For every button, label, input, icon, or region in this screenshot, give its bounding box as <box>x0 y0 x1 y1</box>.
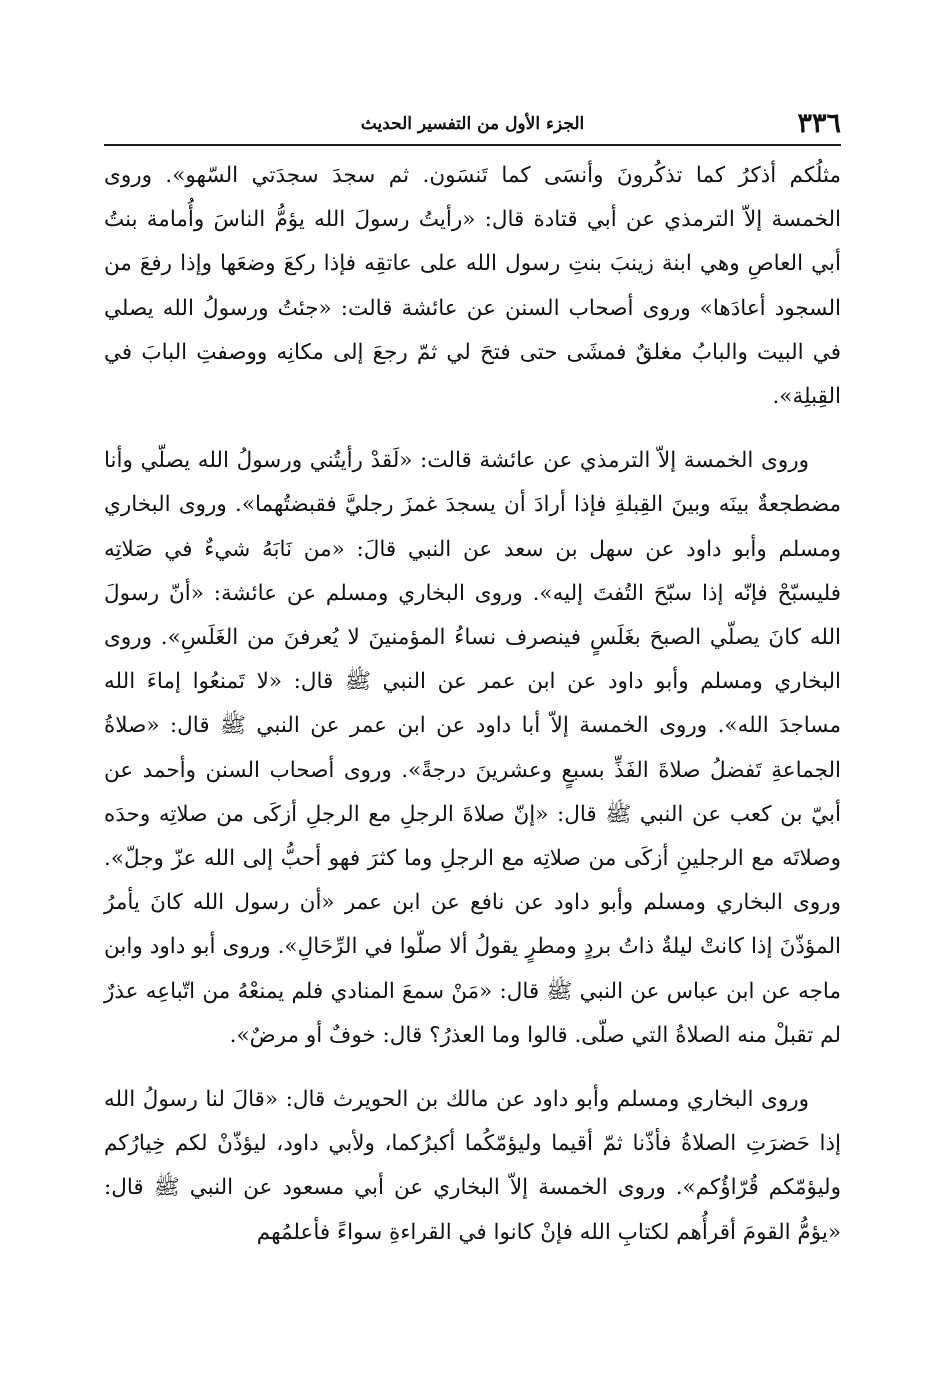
book-page <box>104 104 841 1255</box>
page-header <box>104 104 841 146</box>
paragraph-1: مثلُكم أذكرُ كما تذكُرونَ وأنسَى كما تَنسَون. ثم سجدَ سجدَتي السّهو». وروى الخمسة إلاّ الترمذي عن أبي قتادة قال: «رأيتُ رسولَ الله يؤمُّ الناسَ وأُمامة بنتُ أبي العاصِ وهي ابنة زينبَ بنتِ رسول الله على عاتقِه فإذا ركعَ وضعَها وإذا رفعَ من السجود أعادَها» وروى أصحاب السنن عن عائشة قالت: «جئتُ ورسولُ الله يصلي في البيت والبابُ مغلقٌ فمشَى حتى فتحَ لي ثمّ رجعَ إلى مكانِه ووصفتِ البابَ في القِبلِة». <box>104 163 841 410</box>
paragraph-2: وروى الخمسة إلاّ الترمذي عن عائشة قالت: «لَقدْ رأيتُني ورسولُ الله يصلّي وأنا مضطجعةٌ بينَه وبينَ القِبلةِ فإذا أرادَ أن يسجدَ غمزَ رجليَّ فقبضتُهما». وروى البخاري ومسلم وأبو داود عن سهل بن سعد عن النبي قالَ: «من نَابَهُ شيءٌ في صَلاتِه فليسبّحْ فإنّه إذا سبّحَ التُفتَ إليه». وروى البخاري ومسلم عن عائشة: «أنّ رسولَ الله كانَ يصلّي الصبحَ بغَلَسٍ فينصرف نساءُ المؤمنينَ لا يُعرفنَ من الغَلَسِ». وروى البخاري ومسلم وأبو داود عن ابن عمر عن النبي ﷺ قال: «لا تَمنعُوا إماءَ الله مساجدَ الله». وروى الخمسة إلاّ أبا داود عن ابن عمر عن النبي ﷺ قال: «صلاةُ الجماعةِ تَفضلُ صلاةَ الفَذِّ بسبعٍ وعشرينَ درجةً». وروى أصحاب السنن وأحمد عن أبيّ بن كعب عن النبي ﷺ قال: «إنّ صلاةَ الرجلِ مع الرجلِ أزكَى من صلاتِه وحدَه وصلاتَه مع الرجلينِ أزكَى من صلاتِه مع الرجلِ وما كثرَ فهو أحبُّ إلى الله عزّ وجلّ». وروى البخاري ومسلم وأبو داود عن نافع عن ابن عمر «أن رسول الله كانَ يأمرُ المؤذّنَ إذا كانتْ ليلةٌ ذاتُ بردٍ ومطرٍ يقولُ ألا صلّوا في الرِّحَالِ». وروى أبو داود وابن ماجه عن ابن عباس عن النبي ﷺ قال: «مَنْ سمعَ المنادي فلم يمنعْهُ من اتّباعِه عذرٌ لم تقبلْ منه الصلاةُ التي صلّى. قالوا وما العذرُ؟ قال: خوفٌ أو مرضٌ». <box>104 448 841 1048</box>
body-text <box>104 154 841 1255</box>
page-number: ٣٣٦ <box>797 108 841 139</box>
paragraph-3: وروى البخاري ومسلم وأبو داود عن مالك بن الحويرث قال: «قالَ لنا رسولُ الله إذا حَضرَتِ الصلاةُ فأذّنا ثمّ أقيما وليؤمّكُما أكبرُكما، ولأبي داود، ليؤذّنْ لكم خِيارُكم وليؤمّكم قُرّاؤُكم». وروى الخمسة إلاّ البخاري عن أبي مسعود عن النبي ﷺ قال: «يؤمُّ القومَ أقرأُهم لكتابِ الله فإنْ كانوا في القراءةِ سواءً فأعلمُهم <box>104 1087 841 1245</box>
running-title: الجزء الأول من التفسير الحديث <box>360 114 585 134</box>
